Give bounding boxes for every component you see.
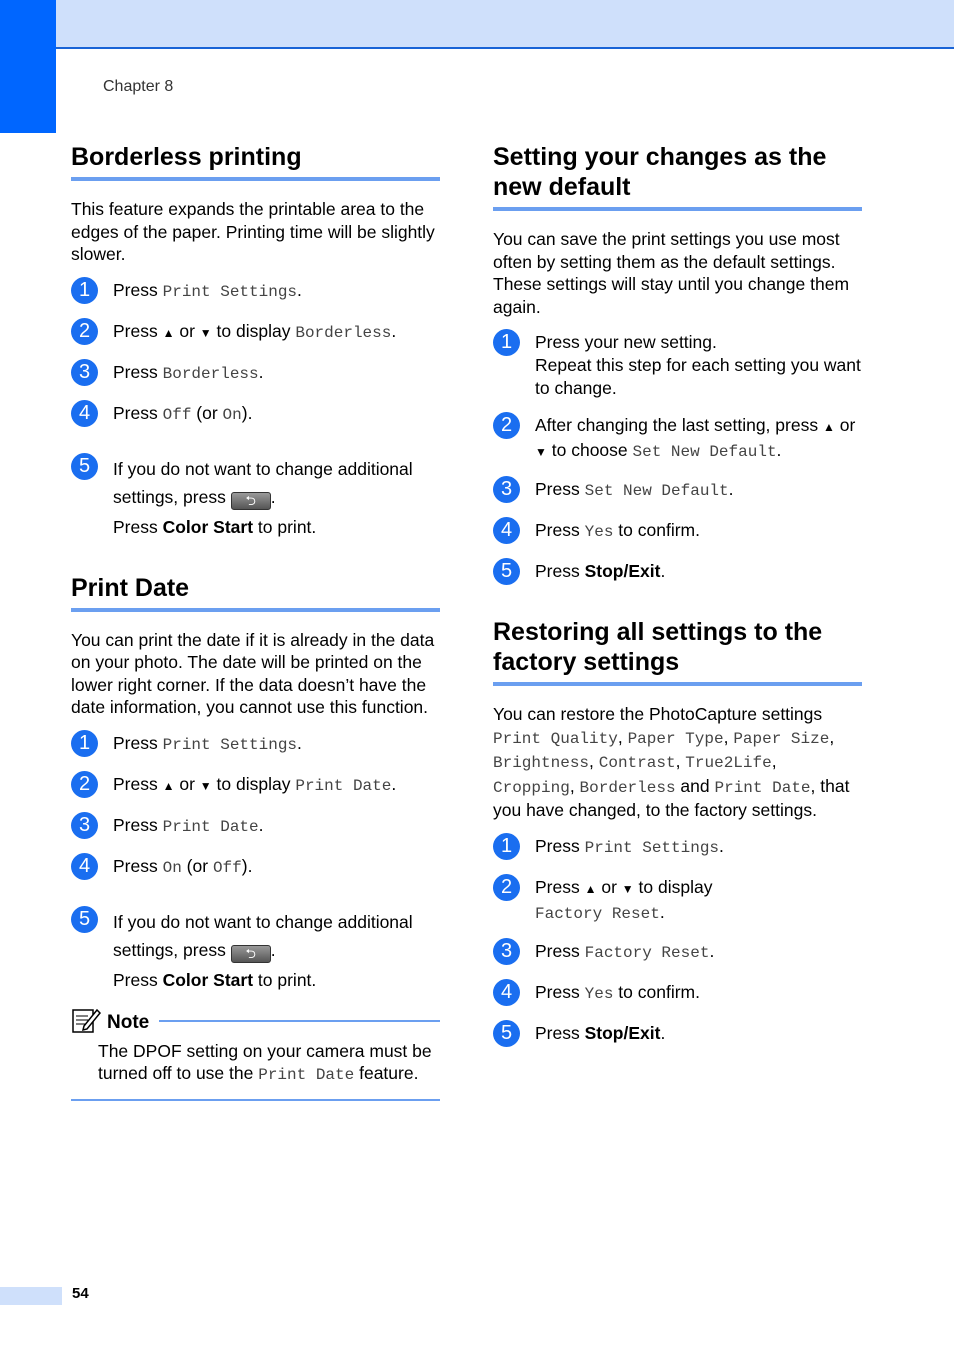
- note-title: Note: [107, 1011, 150, 1033]
- list-item: 2 Press ▲ or ▼ to display Print Date.: [71, 773, 440, 800]
- list-item: 4 Press Yes to confirm.: [493, 981, 862, 1008]
- step-number: 3: [71, 812, 98, 839]
- list-item: 3 Press Set New Default.: [493, 478, 862, 505]
- down-arrow-icon: ▼: [199, 325, 212, 340]
- list-item: 4 Press Yes to confirm.: [493, 519, 862, 546]
- new-default-intro: You can save the print settings you use most often by setting them as the default settings. These settings will stay until you change them again.: [493, 229, 850, 317]
- restore-steps: [493, 835, 862, 1049]
- right-column: [493, 142, 862, 1063]
- list-item: 5 Press Stop/Exit.: [493, 1022, 862, 1049]
- step-number: 3: [493, 476, 520, 503]
- print-date-steps: [71, 732, 440, 992]
- step-number: 5: [493, 1020, 520, 1047]
- list-item: 2 After changing the last setting, press ▲ or ▼ to choose Set New Default.: [493, 414, 862, 464]
- list-item: 2 Press ▲ or ▼ to display Factory Reset.: [493, 876, 862, 926]
- note-bottom-rule: [71, 1099, 440, 1101]
- page-number: 54: [72, 1285, 89, 1302]
- down-arrow-icon: ▼: [621, 881, 634, 896]
- note-rule: [159, 1020, 440, 1022]
- step-number: 1: [493, 833, 520, 860]
- list-item: 3 Press Print Date.: [71, 814, 440, 841]
- print-date-heading: Print Date: [71, 573, 440, 612]
- list-item: 1 Press Print Settings.: [71, 279, 440, 306]
- step-number: 4: [493, 517, 520, 544]
- list-item: 1 Press Print Settings.: [71, 732, 440, 759]
- page-tab: [0, 1287, 62, 1305]
- down-arrow-icon: ▼: [535, 445, 547, 459]
- down-arrow-icon: ▼: [199, 778, 212, 793]
- step-number: 4: [71, 853, 98, 880]
- list-item: 2 Press ▲ or ▼ to display Borderless.: [71, 320, 440, 347]
- note-pencil-icon: [71, 1006, 101, 1034]
- left-column: [71, 142, 440, 1101]
- restore-heading: Restoring all settings to the factory settings: [493, 617, 862, 686]
- step-number: 4: [71, 400, 98, 427]
- new-default-steps: [493, 331, 862, 587]
- step-number: 1: [71, 277, 98, 304]
- list-item: 4 Press Off (or On).: [71, 402, 440, 429]
- step-number: 2: [71, 318, 98, 345]
- list-item: 5 If you do not want to change additional settings, press ⮌ . Press Color Start to print.: [71, 908, 440, 992]
- step-number: 5: [71, 453, 98, 480]
- chapter-label: Chapter 8: [103, 78, 174, 95]
- borderless-intro: This feature expands the printable area to the edges of the paper. Printing time will be slightly slower.: [71, 199, 435, 264]
- up-arrow-icon: ▲: [822, 420, 835, 434]
- new-default-heading: Setting your changes as the new default: [493, 142, 862, 211]
- note-box: [71, 1006, 440, 1101]
- borderless-heading: Borderless printing: [71, 142, 440, 181]
- list-item: 3 Press Borderless.: [71, 361, 440, 388]
- list-item: 3 Press Factory Reset.: [493, 940, 862, 967]
- step-number: 5: [71, 906, 98, 933]
- restore-intro: You can restore the PhotoCapture settings Print Quality, Paper Type, Paper Size, Brightness, Contrast, True2Life, Cropping, Borderless and Print Date, that you have changed, to the factory settings.: [493, 704, 850, 820]
- list-item: 1 Press your new setting. Repeat this step for each setting you want to change.: [493, 331, 862, 400]
- step-number: 1: [493, 329, 520, 356]
- step-number: 5: [493, 558, 520, 585]
- list-item: 4 Press On (or Off).: [71, 855, 440, 882]
- print-date-intro: You can print the date if it is already in the data on your photo. The date will be printed on the lower right corner. If the data doesn’t have the date information, you cannot use this function.: [71, 629, 435, 717]
- borderless-steps: [71, 279, 440, 539]
- list-item: 5 If you do not want to change additional settings, press ⮌ . Press Color Start to print.: [71, 455, 440, 539]
- step-number: 2: [493, 874, 520, 901]
- back-button-icon: ⮌: [231, 945, 271, 963]
- list-item: 1 Press Print Settings.: [493, 835, 862, 862]
- step-number: 1: [71, 730, 98, 757]
- top-band: [0, 0, 954, 49]
- step-number: 3: [493, 938, 520, 965]
- step-number: 4: [493, 979, 520, 1006]
- step-number: 3: [71, 359, 98, 386]
- up-arrow-icon: ▲: [584, 881, 597, 896]
- step-number: 2: [71, 771, 98, 798]
- list-item: 5 Press Stop/Exit.: [493, 560, 862, 587]
- back-button-icon: ⮌: [231, 492, 271, 510]
- note-text: The DPOF setting on your camera must be turned off to use the Print Date feature.: [98, 1040, 432, 1084]
- up-arrow-icon: ▲: [162, 325, 175, 340]
- step-number: 2: [493, 412, 520, 439]
- up-arrow-icon: ▲: [162, 778, 175, 793]
- chapter-tab: [0, 0, 56, 133]
